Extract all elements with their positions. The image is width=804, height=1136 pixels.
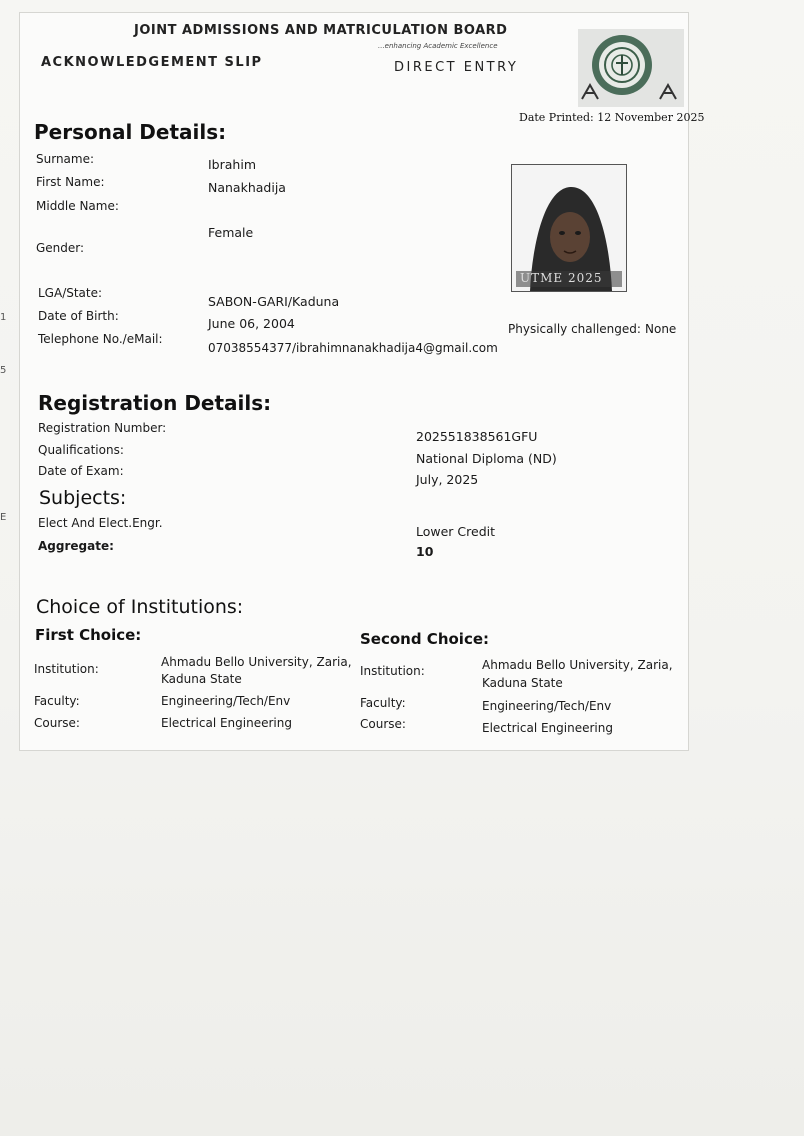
aggregate-label: Aggregate: (38, 539, 114, 553)
board-name: JOINT ADMISSIONS AND MATRICULATION BOARD (134, 23, 508, 38)
qualification-value: National Diploma (ND) (416, 451, 557, 466)
first-name-value: Nanakhadija (208, 180, 286, 195)
second-choice-heading: Second Choice: (360, 630, 490, 648)
first-course-label: Course: (34, 716, 80, 730)
exam-date-value: July, 2025 (416, 472, 479, 487)
date-printed: Date Printed: 12 November 2025 (519, 111, 705, 124)
first-faculty-label: Faculty: (34, 694, 80, 708)
dob-value: June 06, 2004 (208, 316, 295, 331)
gender-value: Female (208, 225, 254, 240)
slip-title: ACKNOWLEDGEMENT SLIP (41, 55, 263, 70)
first-institution-label: Institution: (34, 662, 99, 676)
second-faculty-label: Faculty: (360, 696, 406, 710)
candidate-photo (511, 164, 627, 292)
board-motto: ...enhancing Academic Excellence (378, 42, 498, 50)
personal-details-heading: Personal Details: (34, 120, 227, 144)
lga-value: SABON-GARI/Kaduna (208, 294, 340, 309)
margin-mark: 5 (0, 365, 7, 376)
surname-value: Ibrahim (208, 157, 256, 172)
acknowledgement-slip (19, 12, 705, 751)
jamb-logo (578, 29, 684, 107)
second-institution-label: Institution: (360, 664, 425, 678)
reg-number-value: 202551838561GFU (416, 429, 538, 444)
dob-label: Date of Birth: (38, 309, 119, 323)
first-name-label: First Name: (36, 175, 105, 189)
first-institution-line2: Kaduna State (161, 672, 242, 686)
institutions-heading: Choice of Institutions: (36, 596, 244, 618)
subject-grade: Lower Credit (416, 524, 496, 539)
registration-details-heading: Registration Details: (38, 391, 272, 415)
middle-name-label: Middle Name: (36, 199, 119, 213)
qualification-label: Qualifications: (38, 443, 124, 457)
second-course-value: Electrical Engineering (482, 721, 613, 735)
first-choice-heading: First Choice: (35, 626, 142, 644)
exam-date-label: Date of Exam: (38, 464, 124, 478)
phone-email-value: 07038554377/ibrahimnanakhadija4@gmail.com (208, 341, 498, 355)
jamb-seal-icon (578, 29, 684, 107)
second-institution-line2: Kaduna State (482, 676, 563, 690)
photo-caption: UTME 2025 (520, 271, 603, 285)
gender-label: Gender: (36, 241, 85, 255)
reg-number-label: Registration Number: (38, 421, 167, 435)
phone-label: Telephone No./eMail: (38, 332, 163, 346)
subject-name: Elect And Elect.Engr. (38, 516, 163, 530)
margin-mark: E (0, 512, 7, 523)
entry-type: DIRECT ENTRY (394, 60, 519, 75)
challenged-value: None (645, 322, 677, 336)
first-course-value: Electrical Engineering (161, 716, 292, 730)
aggregate-value: 10 (416, 544, 434, 559)
subjects-heading: Subjects: (39, 487, 127, 509)
second-course-label: Course: (360, 717, 406, 731)
challenged-label: Physically challenged: (508, 322, 641, 336)
lga-label: LGA/State: (38, 286, 103, 300)
first-faculty-value: Engineering/Tech/Env (161, 694, 291, 708)
first-institution-line1: Ahmadu Bello University, Zaria, (161, 655, 352, 669)
second-institution-line1: Ahmadu Bello University, Zaria, (482, 658, 673, 672)
margin-mark: 1 (0, 312, 7, 323)
surname-label: Surname: (36, 152, 95, 166)
second-faculty-value: Engineering/Tech/Env (482, 699, 612, 713)
